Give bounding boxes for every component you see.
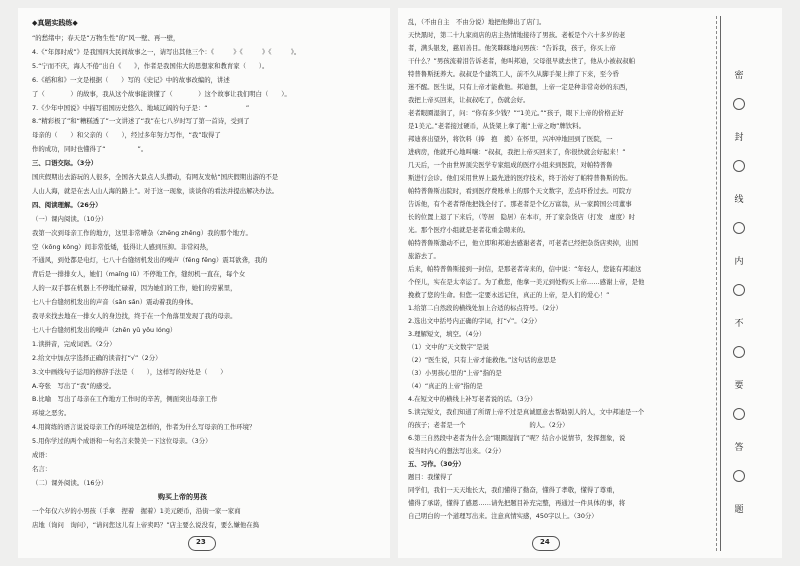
right-text-line: 6.第三自然段中老者为什么会“眼圈湿润了”呢？结合小说情节，发挥想象，说: [408, 434, 626, 442]
right-text-line: 懂得了承诺，懂得了感恩……请先把题目补充完整，再通过一件具体的事，将: [408, 499, 626, 507]
left-text-line: 4.《“年郎时成”》是我国四大民间故事之一，请写出其他三个：《 》《 》《 》。: [32, 47, 301, 56]
left-text-line: 1.读拼音，完成词语。（2分）: [32, 339, 116, 348]
seal-char: 封: [734, 133, 744, 143]
left-text-line: 人山人海，就是在去人山人海的路上”。对于这一现象，谈谈你的看法并提出解决办法。: [32, 186, 279, 195]
cut-line: [716, 16, 717, 551]
right-text-line: 题目：我懂得了: [408, 473, 453, 481]
left-text-line: 环境之恶劣。: [32, 409, 71, 418]
seal-char: 内: [734, 257, 744, 267]
right-text-line: 是1美元。”老者接过硬币，从货架上拿了瓶“上帝之吻”牌饮料。: [408, 122, 585, 130]
left-text-line: 4.用简练的语言说说母亲工作的环境是怎样的，作者为什么写母亲的工作环境？: [32, 423, 256, 432]
right-text-line: 个侄儿，实在是太幸运了。为了救您，他拿一美元到处购买上帝……感谢上帝，是他: [408, 278, 645, 286]
left-text-line: 不通风，到处都是电灯，七八十台缝纫机发出的噪声（fēng fēng）震耳欲聋，我的: [32, 256, 268, 265]
seal-dot-icon: [733, 222, 745, 234]
right-page: [398, 8, 706, 558]
left-text-line: 一个年仅六岁的小男孩（手拿 捏着 握着）1美元硬币，沿街一家一家商: [32, 506, 241, 515]
seal-char: 密: [734, 71, 744, 81]
right-text-line: 的孩子；老者是一个 的人。（2分）: [408, 421, 569, 429]
right-text-line: 干什么？”男孩流着泪告诉老者，他叫邦迪，父母很早就去世了，他从小被叔叔帕: [408, 57, 635, 65]
left-text-line: （二）课外阅读。（16分）: [32, 478, 108, 487]
page-number-left: 23: [196, 538, 206, 546]
right-text-line: 帕特普鲁斯出院时，看到医疗费账单上的那个天文数字，差点吓昏过去。可院方: [408, 187, 632, 195]
right-text-line: 长的位置上退了下来后，（等居 隐居）在本市，开了家杂货店（打发 虚度）时: [408, 213, 635, 221]
right-text-line: 告诉他，有个老者帮他把钱全付了。那老者是个亿万富翁，从一家跨国公司董事: [408, 200, 632, 208]
right-text-line: （3）小男孩心里的“上帝”指的是: [408, 369, 502, 377]
right-text-line: 帕特普鲁斯激动不已，他立即和邦迪去感谢老者，可老者已经把杂货店卖掉，出国: [408, 239, 639, 247]
right-text-line: 说当时内心的想法写出来。（2分）: [408, 447, 505, 455]
left-text-line: 3.文中画线句子运用的修辞手法是（ ），这样写的好处是（ ）: [32, 367, 227, 376]
right-text-line: 者，满头银发，慈眉善目。他笑眯眯地问男孩：“告诉我，孩子，你买上帝: [408, 44, 616, 52]
right-text-line: 5.读完短文，我们知道了所谓上帝不过是真诚愿意去帮助别人的人，文中邦迪是一个: [408, 408, 645, 416]
page-number-right: 24: [540, 538, 550, 546]
seal-char: 要: [734, 381, 744, 391]
right-text-line: （4）“真正的上帝”指的是: [408, 382, 483, 390]
seal-char: 线: [734, 195, 744, 205]
right-text-line: 2.选出文中括号内正确的字词，打“√”。（2分）: [408, 317, 541, 325]
right-text-line: 几天后，一个由世界顶尖医学专家组成的医疗小组来到医院，对帕特普鲁: [408, 161, 613, 169]
binding-margin: [706, 8, 782, 558]
right-text-line: 五、习作。（30分）: [408, 460, 465, 468]
left-text-line: （一）课内阅读。（10分）: [32, 214, 108, 223]
right-text-line: 邦迪喜出望外，将饮料（捧 抱 揽）在怀里，兴冲冲地回到了医院，一: [408, 135, 613, 143]
right-text-line: 后来，帕特普鲁斯接到一封信，是那老者寄来的，信中说：“年轻人，您能有邦迪这: [408, 265, 642, 273]
seal-dot-icon: [733, 160, 745, 172]
right-text-line: 进病房，他就开心地叫嚷：“叔叔，我把上帝买回来了，你很快就会好起来！”: [408, 148, 626, 156]
left-text-line: 8.“精彩极了”和“糟糕透了”一文讲述了“我”在七八岁时写了第一首诗，受到了: [32, 117, 250, 126]
right-text-line: 迷不醒。医生说，只有上帝才能救他。邦迪想，上帝一定是种非常奇妙的东西，: [408, 83, 632, 91]
seal-dot-icon: [733, 98, 745, 110]
right-text-line: 自己明白的一个道理写出来。注意真情实感，450字以上。（30分）: [408, 512, 598, 520]
right-text-line: （1）文中的“天文数字”是说: [408, 343, 489, 351]
right-text-line: （2）“医生说，只有上帝才能救他。”这句话的意思是: [408, 356, 557, 364]
right-text-line: 旅游去了。: [408, 252, 440, 260]
left-text-line: 成语：: [32, 451, 52, 459]
section-header: ◆真题实践练◆: [32, 19, 78, 27]
right-text-line: 天快黑时，第二十九家商店的店主热情地接待了男孩。老板是个六十多岁的老: [408, 31, 626, 39]
seal-dot-icon: [733, 408, 745, 420]
right-text-line: 同学们，我们一天天地长大，我们懂得了勤奋，懂得了孝敬，懂得了尊重，: [408, 486, 619, 494]
left-text-line: 作的成功，同时也懂得了“ ”。: [32, 145, 148, 154]
right-text-line: 我把上帝买回来，让叔叔吃了，伤就会好。: [408, 96, 530, 104]
seal-dot-icon: [733, 284, 745, 296]
left-text-line: 6.《稻和和》一文是根据（ ）写的《史记》中的故事改编的，讲述: [32, 75, 230, 84]
right-text-line: 光。那个医疗小组就是老者花重金聘来的。: [408, 226, 530, 234]
right-text-line: 特普鲁斯抚养大。叔叔是个建筑工人，前不久从脚手架上摔了下来，至今昏: [408, 70, 619, 78]
left-text-line: 5.用你学过的两个成语和一句名言来赞美一下这位母亲。（3分）: [32, 437, 212, 446]
left-text-line: 5.“宁而不庆，海人不倦”出自《 》，作者是我国伟大的思想家和教育家（ ）。: [32, 61, 269, 70]
left-text-line: 三、口语交际。（3分）: [32, 159, 98, 168]
left-page: [18, 8, 390, 558]
seal-dot-icon: [733, 346, 745, 358]
left-text-line: 我第一次到母亲工作的地方，这里非常嘈杂（zhēng zhēng）我的那个地方。: [32, 228, 252, 237]
seal-char: 题: [734, 505, 744, 515]
left-text-line: 店地（询问 询问），“请问您这儿有上帝卖吗？”店主要么说没有，要么嫌他在捣: [32, 520, 260, 529]
left-text-line: 7.《少年中国说》中描写祖国历史悠久、地域辽阔的句子是：“ ”: [32, 103, 250, 112]
right-text-line: 1.给第二自然段的横线处加上合适的标点符号。（2分）: [408, 304, 562, 312]
left-text-line: 背后是一排排女人，她们（maǐng lǔ）不停地工作，缝纫机一直在，每个女: [32, 270, 246, 279]
seal-char: 不: [734, 319, 744, 329]
left-text-line: 人的一双手都在机器上不停地忙碌着，因为她们的工作，她们的劳累里，: [32, 284, 237, 293]
left-text-line: 我寻来找去地在一排女人的身边找，终于在一个角落里发现了我的母亲。: [32, 312, 237, 320]
seal-dot-icon: [733, 470, 745, 482]
right-text-line: 乱，（不由自主 不由分说）地把他撵出了店门。: [408, 18, 546, 26]
right-text-line: 挽救了您的生命。但您一定要永远记住，真正的上帝，是人们的爱心！”: [408, 291, 610, 299]
right-text-line: 斯进行会诊。他们采用世界上最先进的医疗技术，终于治好了帕特普鲁斯的伤。: [408, 174, 632, 182]
right-text-line: 3.理解短文，填空。（4分）: [408, 330, 486, 338]
left-text-line: A.夸张 写出了“我”的感受。: [32, 381, 116, 390]
left-text-line: 空（kōng kǒng）间非常低矮，低得让人感到压抑。非常闷热，: [32, 242, 213, 251]
binding-line: [720, 16, 721, 551]
left-text-line: 四、阅读理解。（26分）: [32, 200, 102, 209]
left-text-line: 2.给文中加点字选择正确的读音打“√”（2分）: [32, 353, 162, 362]
left-text-line: 了（ ）的故事，我从这个故事能读懂了（ ）这个故事让我们明白（ ）。: [32, 89, 291, 98]
left-text-line: “的愁绪中；春天是“万物生性”的“风一壁、再一壁，: [32, 34, 180, 42]
left-text-line: 名言：: [32, 464, 52, 473]
left-text-line: B.比喻 写出了母亲在工作地方工作时的辛苦，侧面突出母亲工作: [32, 395, 218, 404]
left-text-line: 七八十台缝纫机发出的噪声（zhěn yǔ yōu lóng）: [32, 325, 177, 334]
left-text-line: 国庆假期出去游玩的人很多，全国各大景点人头攒动，有网友发帖“国庆假期出游的不是: [32, 173, 279, 181]
seal-char: 答: [734, 443, 744, 453]
right-text-line: 老者眼圈湿润了，问：“你有多少钱？”“1美元。”“孩子，眼下上帝的价格正好: [408, 109, 624, 117]
right-text-line: 4.在短文中的横线上补写老者说的话。（3分）: [408, 395, 537, 403]
left-text-line: 母亲的（ ）和父亲的（ ），经过多年努力写作，“我”取得了: [32, 131, 221, 140]
left-text-line: 购买上帝的男孩: [158, 492, 207, 501]
left-text-line: 七八十台缝纫机发出的声音（sǎn sǎn）震动着我的身体。: [32, 298, 198, 307]
